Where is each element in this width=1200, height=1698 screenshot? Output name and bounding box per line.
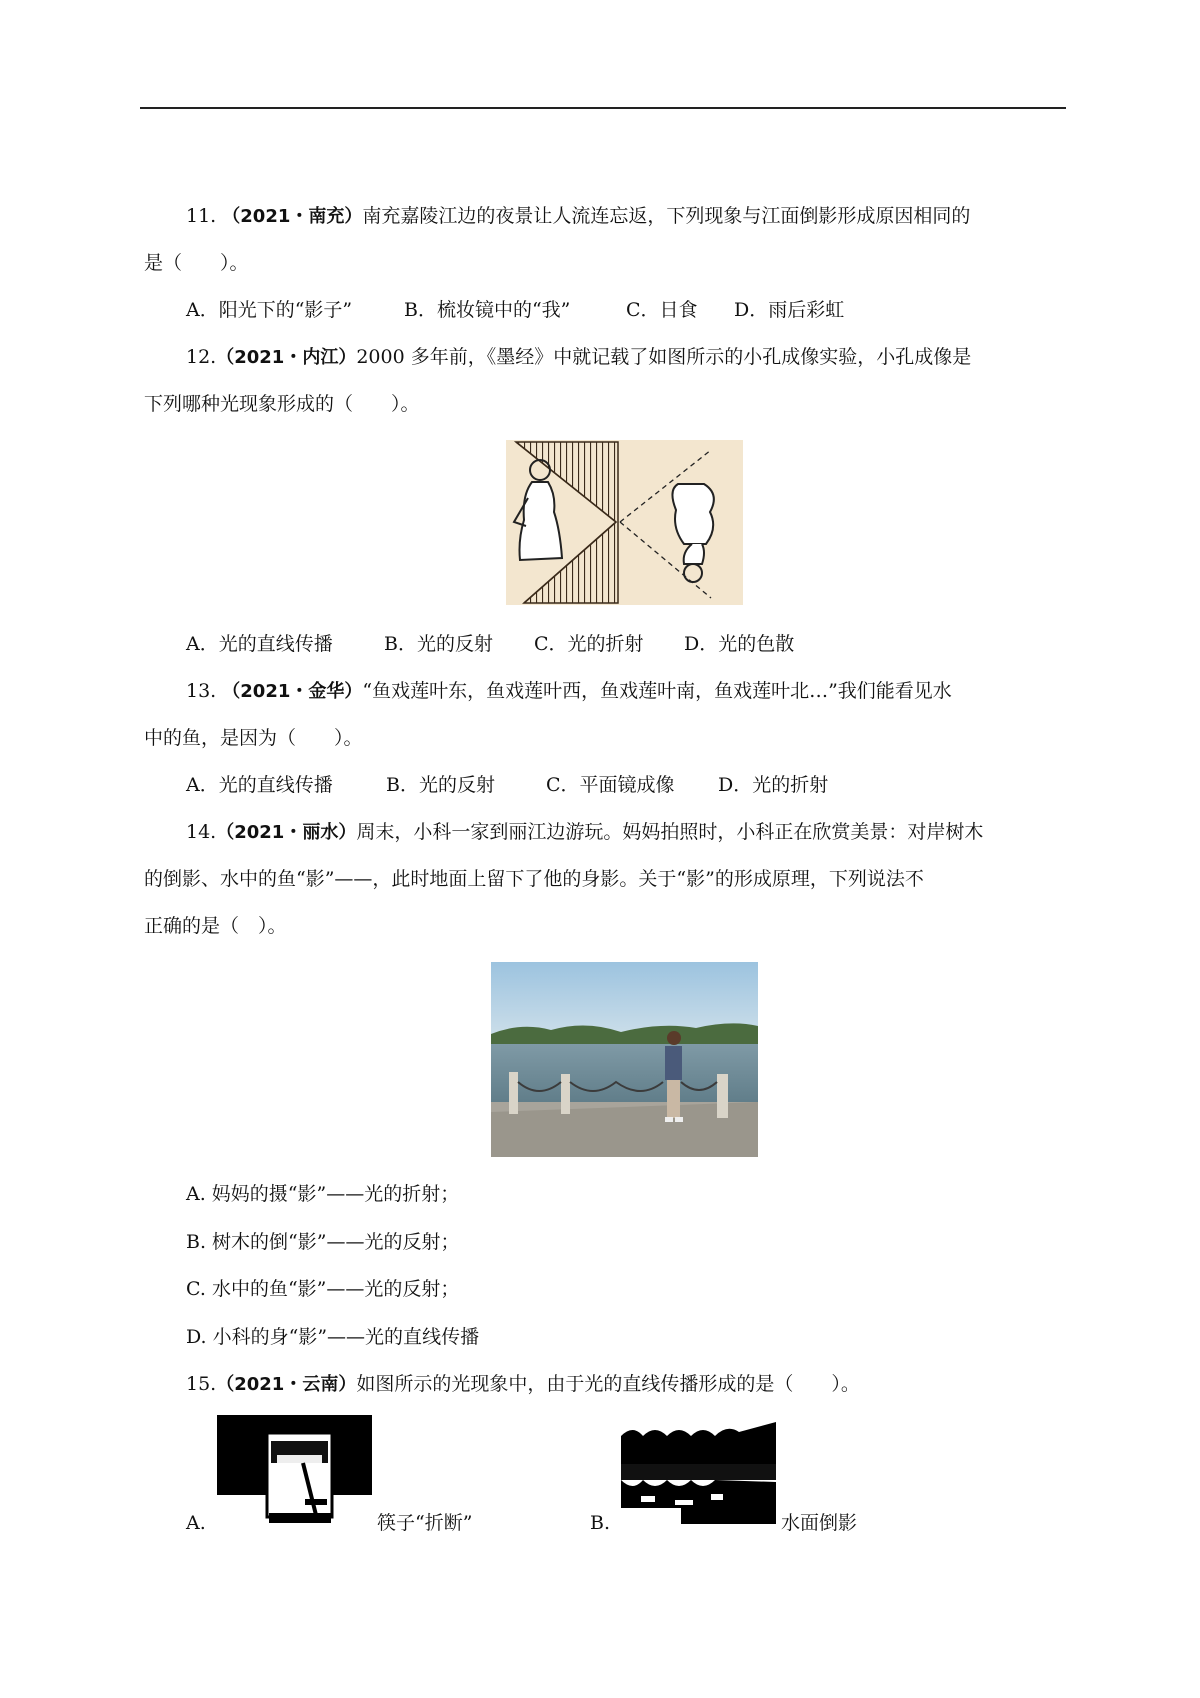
option-a: A．光的直线传播 — [186, 633, 333, 655]
question-stem: “鱼戏莲叶东，鱼戏莲叶西，鱼戏莲叶南，鱼戏莲叶北…”我们能看见水 — [362, 680, 952, 702]
water-reflection-figure — [621, 1412, 776, 1524]
question-14-option-a: A. 妈妈的摄“影”——光的折射； — [186, 1183, 460, 1205]
question-14-line-1 — [186, 818, 983, 847]
question-13-line-2: 中的鱼，是因为（ ）。 — [144, 727, 363, 749]
question-13-options — [186, 771, 828, 799]
question-number: 11. — [186, 205, 217, 227]
option-d: D．光的色散 — [684, 633, 795, 655]
option-c: C．平面镜成像 — [546, 774, 675, 796]
question-13-line-1 — [186, 677, 952, 706]
question-source: （2021・丽水） — [216, 822, 357, 843]
option-c: C．日食 — [626, 299, 698, 321]
option-a-letter: A. — [186, 1512, 206, 1534]
question-14-option-d: D. 小科的身“影”——光的直线传播 — [186, 1326, 480, 1348]
question-number: 12. — [186, 346, 217, 368]
question-14-line-2: 的倒影、水中的鱼“影”——，此时地面上留下了他的身影。关于“影”的形成原理，下列说法不 — [144, 868, 924, 890]
question-14-line-3: 正确的是（ ）。 — [144, 915, 287, 937]
question-stem: 周末，小科一家到丽江边游玩。妈妈拍照时，小科正在欣赏美景：对岸树木 — [356, 821, 984, 843]
pinhole-camera-figure — [506, 440, 743, 605]
question-11-options — [186, 296, 844, 324]
question-source: （2021・金华） — [222, 681, 363, 702]
question-number: 15. — [186, 1373, 217, 1395]
question-14-option-b: B. 树木的倒“影”——光的反射； — [186, 1231, 460, 1253]
option-d: D．光的折射 — [718, 774, 829, 796]
riverside-photo — [491, 962, 758, 1157]
question-source: （2021・内江） — [216, 347, 357, 368]
question-stem: 如图所示的光现象中，由于光的直线传播形成的是（ ）。 — [356, 1373, 860, 1395]
option-b-letter: B. — [590, 1512, 611, 1534]
option-a: A．阳光下的“影子” — [186, 299, 353, 321]
question-number: 14. — [186, 821, 217, 843]
question-source: （2021・云南） — [216, 1374, 357, 1395]
question-12-line-2: 下列哪种光现象形成的（ ）。 — [144, 393, 420, 415]
header-rule — [140, 107, 1066, 109]
question-14-option-c: C. 水中的鱼“影”——光的反射； — [186, 1278, 460, 1300]
question-11-line-1 — [186, 202, 970, 231]
question-number: 13. — [186, 680, 217, 702]
question-stem: 2000 多年前，《墨经》中就记载了如图所示的小孔成像实验，小孔成像是 — [356, 346, 972, 368]
option-a-caption: 筷子“折断” — [377, 1512, 473, 1534]
chopsticks-refraction-figure — [217, 1415, 372, 1527]
option-c: C．光的折射 — [534, 633, 644, 655]
question-source: （2021・南充） — [222, 206, 363, 227]
question-12-options — [186, 630, 794, 658]
option-b: B．梳妆镜中的“我” — [404, 299, 571, 321]
option-d: D．雨后彩虹 — [734, 299, 845, 321]
question-15-line-1 — [186, 1370, 860, 1399]
question-11-line-2: 是（ ）。 — [144, 252, 249, 274]
option-b: B．光的反射 — [386, 774, 495, 796]
question-stem: 南充嘉陵江边的夜景让人流连忘返，下列现象与江面倒影形成原因相同的 — [362, 205, 971, 227]
question-12-line-1 — [186, 343, 971, 372]
option-a: A．光的直线传播 — [186, 774, 333, 796]
option-b: B．光的反射 — [384, 633, 493, 655]
option-b-caption: 水面倒影 — [781, 1512, 858, 1534]
